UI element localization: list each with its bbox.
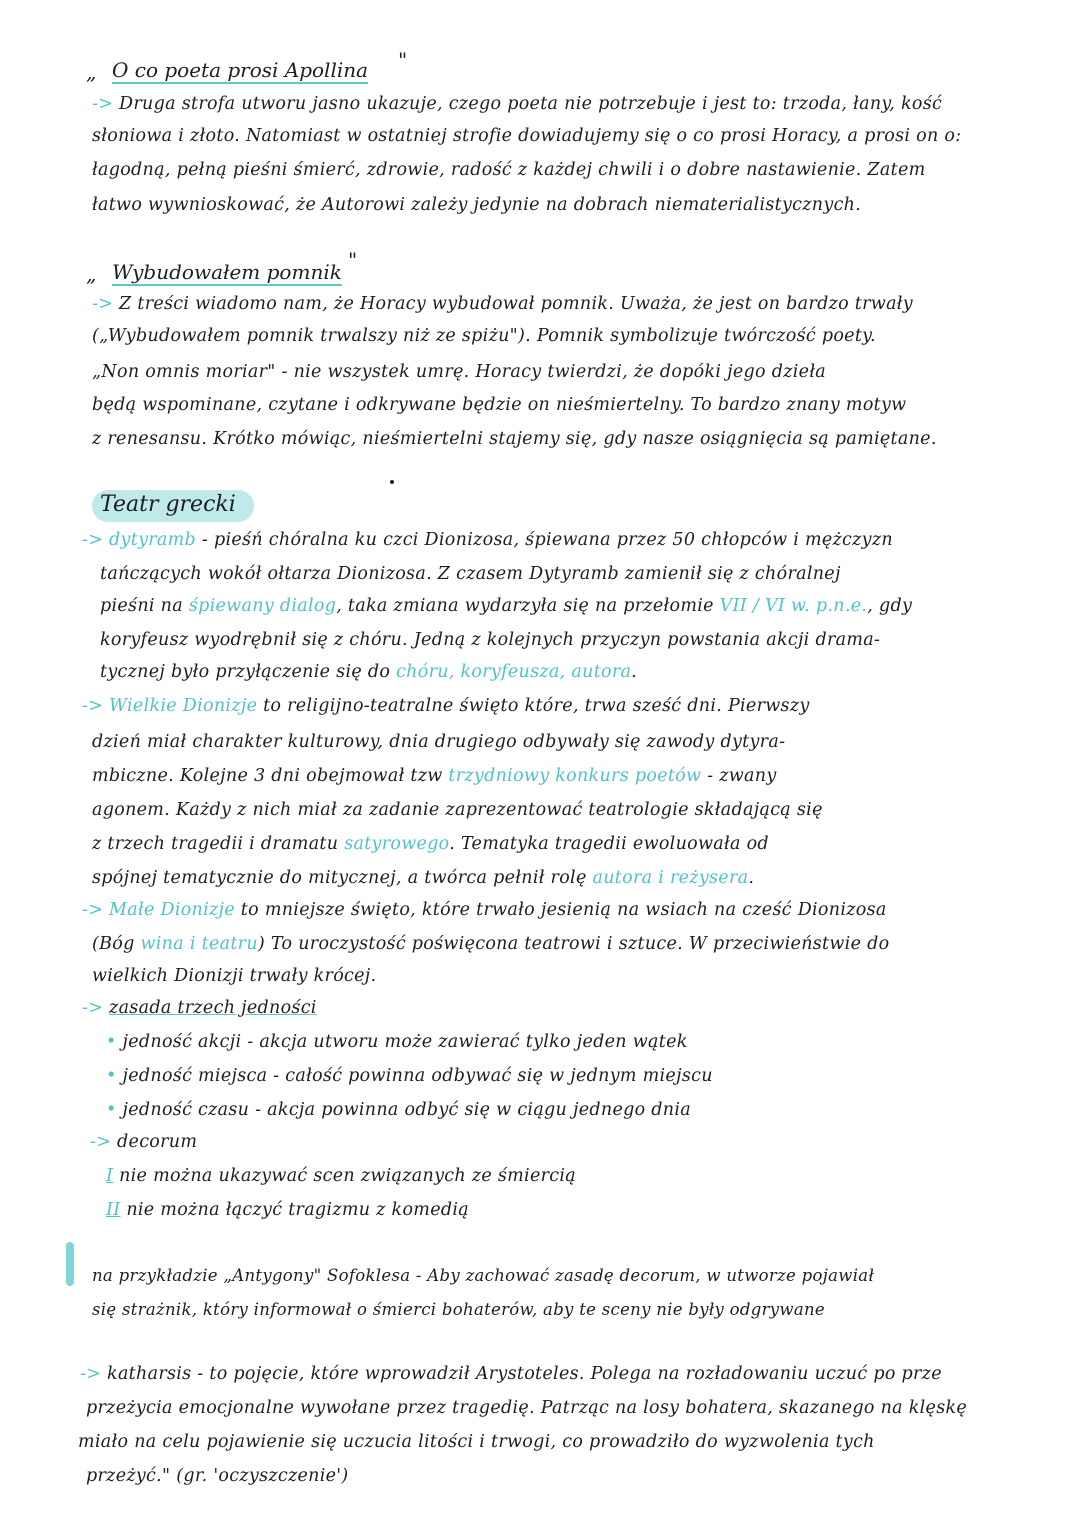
dionizje-line bbox=[92, 866, 754, 890]
text-segment: łatwo wywnioskować, że Autorowi zależy jedynie na dobrach niematerialistycznych. bbox=[92, 195, 862, 215]
arrow-icon: -> bbox=[82, 998, 110, 1018]
margin-marker bbox=[66, 1242, 74, 1286]
text-segment: przeżycia emocjonalne wywołane przez tragedię. Patrząc na losy bohatera, skazanego na klęskę bbox=[86, 1398, 968, 1418]
text-segment: z renesansu. Krótko mówiąc, nieśmiertelni stajemy się, gdy nasze osiągnięcia są pamiętane. bbox=[92, 429, 937, 449]
text-segment: , gdy bbox=[867, 596, 913, 616]
ink-dot bbox=[390, 480, 394, 484]
text-segment: . Tematyka tragedii ewoluowała od bbox=[449, 834, 769, 854]
highlighted-term: Małe Dionizje bbox=[109, 900, 235, 920]
decorum-item-text: nie można łączyć tragizmu z komedią bbox=[126, 1200, 469, 1220]
text-segment: łagodną, pełną pieśni śmierć, zdrowie, radość z każdej chwili i o dobre nastawienie. Zatem bbox=[92, 160, 926, 180]
quote-open: „ bbox=[86, 262, 97, 286]
zasada-title: zasada trzech jedności bbox=[109, 998, 317, 1018]
decorum-title: decorum bbox=[117, 1132, 198, 1152]
text-segment: spójnej tematycznie do mitycznej, a twórca pełnił rolę bbox=[92, 868, 593, 888]
quote-close: " bbox=[348, 248, 358, 272]
dityramb-line bbox=[100, 628, 880, 652]
bullet-icon: • bbox=[106, 1066, 123, 1086]
dionizje-line bbox=[92, 764, 777, 788]
katharsis-line bbox=[80, 1362, 942, 1386]
highlighted-term: wina i teatru bbox=[140, 934, 258, 954]
text-segment: . bbox=[748, 868, 755, 888]
arrow-icon: -> bbox=[90, 1132, 118, 1152]
text-segment: to religijno-teatralne święto które, trwa sześć dni. Pierwszy bbox=[257, 696, 810, 716]
pomnik-line bbox=[92, 427, 937, 451]
apollo-line bbox=[92, 124, 961, 148]
text-segment: - pieśń chóralna ku czci Dionizosa, śpiewana przez 50 chłopców i mężczyzn bbox=[196, 530, 893, 550]
text-segment: słoniowa i złoto. Natomiast w ostatniej strofie dowiadujemy się o co prosi Horacy, a prosi on o: bbox=[92, 126, 962, 146]
decorum-item bbox=[106, 1164, 576, 1188]
text-segment: Druga strofa utworu jasno ukazuje, czego poeta nie potrzebuje i jest to: trzoda, łany, kość bbox=[119, 94, 943, 114]
apollo-line bbox=[92, 158, 926, 182]
male-dionizje-line bbox=[82, 898, 887, 922]
katharsis-line bbox=[86, 1464, 349, 1488]
pomnik-line bbox=[92, 324, 876, 348]
dionizje-line bbox=[92, 730, 785, 754]
dityramb-line bbox=[100, 660, 637, 684]
roman-numeral: II bbox=[106, 1200, 121, 1220]
zasada-heading bbox=[82, 996, 317, 1020]
decorum-item bbox=[106, 1198, 469, 1222]
highlighted-term: autora i reżysera bbox=[592, 868, 749, 888]
text-segment: wielkich Dionizji trwały krócej. bbox=[92, 966, 377, 986]
antygona-example-line: się strażnik, który informował o śmierci bohaterów, aby te sceny nie były odgrywane bbox=[92, 1300, 825, 1319]
text-segment: pieśni na bbox=[100, 596, 189, 616]
text-segment: to mniejsze święto, które trwało jesienią na wsiach na cześć Dionizosa bbox=[234, 900, 887, 920]
text-segment: dzień miał charakter kulturowy, dnia drugiego odbywały się zawody dytyra- bbox=[92, 732, 786, 752]
text-segment: katharsis - to pojęcie, które wprowadził Arystoteles. Polega na rozładowaniu uczuć po prze bbox=[107, 1364, 942, 1384]
text-segment: tycznej było przyłączenie się do bbox=[100, 662, 397, 682]
dionizje-line bbox=[92, 798, 823, 822]
antygona-example-line: na przykładzie „Antygony" Sofoklesa - Aby zachować zasadę decorum, w utworze pojawiał bbox=[92, 1266, 875, 1285]
text-segment: przeżyć." (gr. 'oczyszczenie') bbox=[86, 1466, 349, 1486]
quote-close: " bbox=[398, 48, 408, 72]
dityramb-line bbox=[100, 594, 912, 618]
text-segment: . bbox=[631, 662, 638, 682]
dionizje-line bbox=[92, 832, 769, 856]
text-segment: miało na celu pojawienie się uczucia litości i trwogi, co prowadziło do wyzwolenia tych bbox=[78, 1432, 875, 1452]
bullet-icon: • bbox=[106, 1100, 123, 1120]
arrow-icon: -> bbox=[92, 94, 120, 114]
section-title-teatr: Teatr grecki bbox=[100, 492, 236, 517]
male-dionizje-line bbox=[92, 964, 376, 988]
text-segment: koryfeusz wyodrębnił się z chóru. Jedną z kolejnych przyczyn powstania akcji drama- bbox=[100, 630, 881, 650]
dityramb-line bbox=[100, 562, 841, 586]
dionizje-line bbox=[82, 694, 810, 718]
arrow-icon: -> bbox=[82, 696, 110, 716]
bullet-icon: • bbox=[106, 1032, 123, 1052]
arrow-icon: -> bbox=[80, 1364, 108, 1384]
roman-numeral: I bbox=[106, 1166, 114, 1186]
arrow-icon: -> bbox=[82, 530, 110, 550]
apollo-line bbox=[92, 92, 942, 116]
text-segment: , taka zmiana wydarzyła się na przełomie bbox=[336, 596, 720, 616]
text-segment: mbiczne. Kolejne 3 dni obejmował tzw bbox=[92, 766, 449, 786]
zasada-item bbox=[106, 1030, 688, 1054]
zasada-item bbox=[106, 1098, 691, 1122]
katharsis-line bbox=[86, 1396, 967, 1420]
highlighted-term: dytyramb bbox=[109, 530, 197, 550]
highlighted-term: satyrowego bbox=[344, 834, 450, 854]
pomnik-line bbox=[92, 393, 906, 417]
highlighted-term: VII / VI w. p.n.e. bbox=[719, 596, 868, 616]
text-segment: będą wspominane, czytane i odkrywane będzie on nieśmiertelny. To bardzo znany motyw bbox=[92, 395, 907, 415]
quote-open: „ bbox=[86, 60, 97, 84]
text-segment: z trzech tragedii i dramatu bbox=[92, 834, 345, 854]
katharsis-line bbox=[78, 1430, 875, 1454]
zasada-item bbox=[106, 1064, 713, 1088]
text-segment: tańczących wokół ołtarza Dionizosa. Z czasem Dytyramb zamienił się z chóralnej bbox=[100, 564, 841, 584]
text-segment: ) To uroczystość poświęcona teatrowi i sztuce. W przeciwieństwie do bbox=[257, 934, 890, 954]
pomnik-line bbox=[92, 360, 826, 384]
highlighted-term: śpiewany dialog bbox=[188, 596, 337, 616]
text-segment: Z treści wiadomo nam, że Horacy wybudował pomnik. Uważa, że jest on bardzo trwały bbox=[119, 294, 913, 314]
male-dionizje-line bbox=[92, 932, 889, 956]
text-segment: agonem. Każdy z nich miał za zadanie zaprezentować teatrologie składającą się bbox=[92, 800, 823, 820]
dityramb-line bbox=[82, 528, 893, 552]
apollo-line bbox=[92, 193, 861, 217]
pomnik-line bbox=[92, 292, 913, 316]
text-segment: „Non omnis moriar" - nie wszystek umrę. Horacy twierdzi, że dopóki jego dzieła bbox=[92, 362, 827, 382]
zasada-item-text: jedność miejsca - całość powinna odbywać się w jednym miejscu bbox=[122, 1066, 713, 1086]
section-title-pomnik: Wybudowałem pomnik bbox=[112, 260, 342, 284]
section-title-apollo: O co poeta prosi Apollina bbox=[112, 58, 369, 82]
highlighted-term: chóru, koryfeusza, autora bbox=[396, 662, 632, 682]
text-segment: („Wybudowałem pomnik trwalszy niż ze spiżu"). Pomnik symbolizuje twórczość poety. bbox=[92, 326, 876, 346]
highlighted-term: trzydniowy konkurs poetów bbox=[448, 766, 702, 786]
zasada-item-text: jedność akcji - akcja utworu może zawierać tylko jeden wątek bbox=[122, 1032, 688, 1052]
arrow-icon: -> bbox=[82, 900, 110, 920]
decorum-heading bbox=[90, 1130, 197, 1154]
text-segment: (Bóg bbox=[92, 934, 141, 954]
zasada-item-text: jedność czasu - akcja powinna odbyć się w ciągu jednego dnia bbox=[122, 1100, 692, 1120]
decorum-item-text: nie można ukazywać scen związanych ze śmiercią bbox=[119, 1166, 576, 1186]
highlighted-term: Wielkie Dionizje bbox=[109, 696, 258, 716]
text-segment: - zwany bbox=[701, 766, 777, 786]
arrow-icon: -> bbox=[92, 294, 120, 314]
